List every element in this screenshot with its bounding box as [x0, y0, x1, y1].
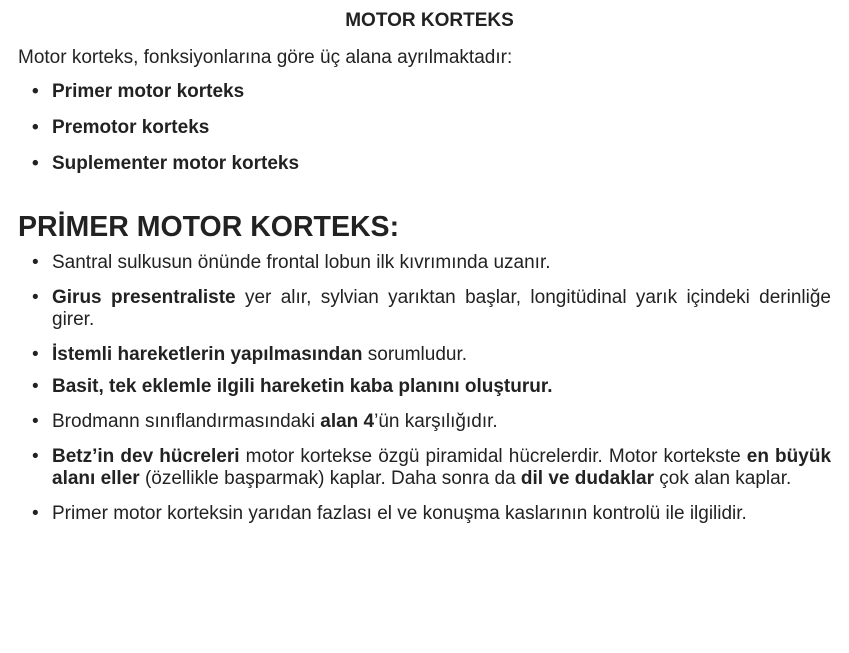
fact-betz-bold-1: Betz’in dev hücreleri: [52, 446, 240, 467]
fact-voluntary-rest: sorumludur.: [362, 344, 468, 365]
fact-hand-speech: • Primer motor korteksin yarıdan fazlası el ve konuşma kaslarının kontrolü ile ilgilidir.: [18, 503, 835, 525]
fact-brodmann-pre: Brodmann sınıflandırmasındaki: [52, 411, 321, 432]
fact-brodmann: [18, 411, 835, 433]
cortex-types-list: [18, 80, 835, 176]
fact-betz-bold-3: dil ve dudaklar: [520, 468, 654, 489]
fact-voluntary-bold: İstemli hareketlerin yapılmasından: [52, 344, 363, 365]
fact-brodmann-post: ’ün karşılığıdır.: [374, 411, 498, 432]
fact-location: • Santral sulkusun önünde frontal lobun ilk kıvrımında uzanır.: [18, 252, 835, 274]
list-item-primer: • Primer motor korteks: [18, 80, 835, 104]
list-item-premotor: • Premotor korteks: [18, 116, 835, 140]
fact-plan: [18, 376, 835, 398]
section-title: PRİMER MOTOR KORTEKS:: [18, 211, 400, 243]
fact-betz-text-3: çok alan kaplar.: [653, 468, 792, 489]
primer-facts-list: [18, 252, 835, 525]
page-title: MOTOR KORTEKS: [345, 10, 514, 31]
fact-betz-text-1: motor kortekse özgü piramidal hücrelerdir. Motor kortekste: [239, 446, 747, 467]
fact-voluntary: [18, 344, 835, 366]
intro-text: Motor korteks, fonksiyonlarına göre üç alana ayrılmaktadır:: [18, 47, 513, 68]
fact-girus-rest: yer alır, sylvian yarıktan başlar, longitüdinal yarık içindeki derinliğe girer.: [52, 287, 831, 330]
fact-girus: [18, 287, 835, 331]
list-item-suplementer: • Suplementer motor korteks: [18, 152, 835, 176]
fact-brodmann-bold: alan 4: [320, 411, 375, 432]
fact-betz-text-2: (özellikle başparmak) kaplar. Daha sonra da: [139, 468, 521, 489]
fact-betz-bold-2: en büyük alanı eller: [52, 446, 832, 489]
fact-betz: [18, 446, 835, 490]
fact-plan-bold: Basit, tek eklemle ilgili hareketin kaba planını oluşturur.: [52, 376, 553, 397]
fact-girus-bold: Girus presentraliste: [52, 287, 236, 308]
